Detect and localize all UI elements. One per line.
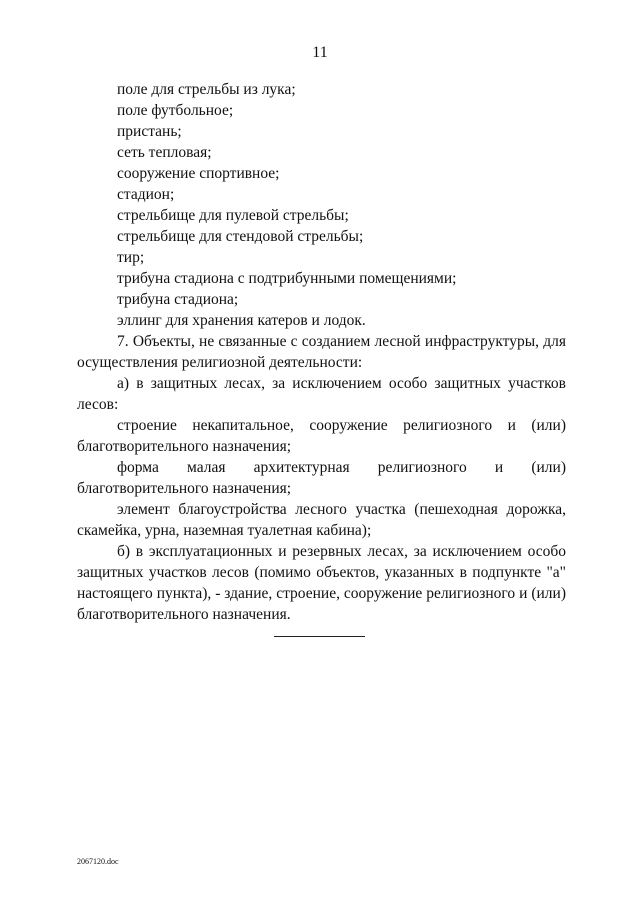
text-line: элемент благоустройства лесного участка (пешеходная дорожка, [117, 501, 566, 518]
text-line: скамейка, урна, наземная туалетная кабина); [77, 522, 372, 539]
text-line: тир; [117, 249, 145, 266]
text-line: форма малая архитектурная религиозного и (или) [117, 459, 566, 476]
text-line: трибуна стадиона с подтрибунными помещениями; [117, 270, 457, 287]
text-line: а) в защитных лесах, за исключением особо защитных участков [117, 375, 566, 392]
text-line: настоящего пункта), - здание, строение, сооружение религиозного и (или) [77, 585, 566, 602]
text-line: сеть тепловая; [117, 144, 212, 161]
page-number: 11 [312, 44, 328, 61]
text-line: стадион; [117, 186, 175, 203]
text-line: благотворительного назначения; [77, 480, 292, 497]
text-line: защитных участков лесов (помимо объектов, указанных в подпункте "а" [77, 564, 566, 581]
footer-file-name: 2067120.doc [77, 857, 119, 866]
text-line: лесов: [77, 396, 119, 413]
text-line: благотворительного назначения; [77, 438, 292, 455]
text-line: пристань; [117, 123, 182, 140]
text-line: благотворительного назначения. [77, 606, 291, 623]
text-line: эллинг для хранения катеров и лодок. [117, 312, 366, 329]
text-line: стрельбище для пулевой стрельбы; [117, 207, 349, 224]
text-line: сооружение спортивное; [117, 165, 280, 182]
separator-line [274, 636, 365, 637]
text-line: строение некапитальное, сооружение религиозного и (или) [117, 417, 566, 434]
text-line: 7. Объекты, не связанные с созданием лесной инфраструктуры, для [117, 333, 566, 350]
text-line: б) в эксплуатационных и резервных лесах, за исключением особо [117, 543, 566, 560]
text-line: осуществления религиозной деятельности: [77, 354, 363, 371]
text-line: поле футбольное; [117, 102, 234, 119]
text-line: поле для стрельбы из лука; [117, 81, 296, 98]
text-line: стрельбище для стендовой стрельбы; [117, 228, 364, 245]
text-line: трибуна стадиона; [117, 291, 239, 308]
document-body [77, 79, 566, 625]
